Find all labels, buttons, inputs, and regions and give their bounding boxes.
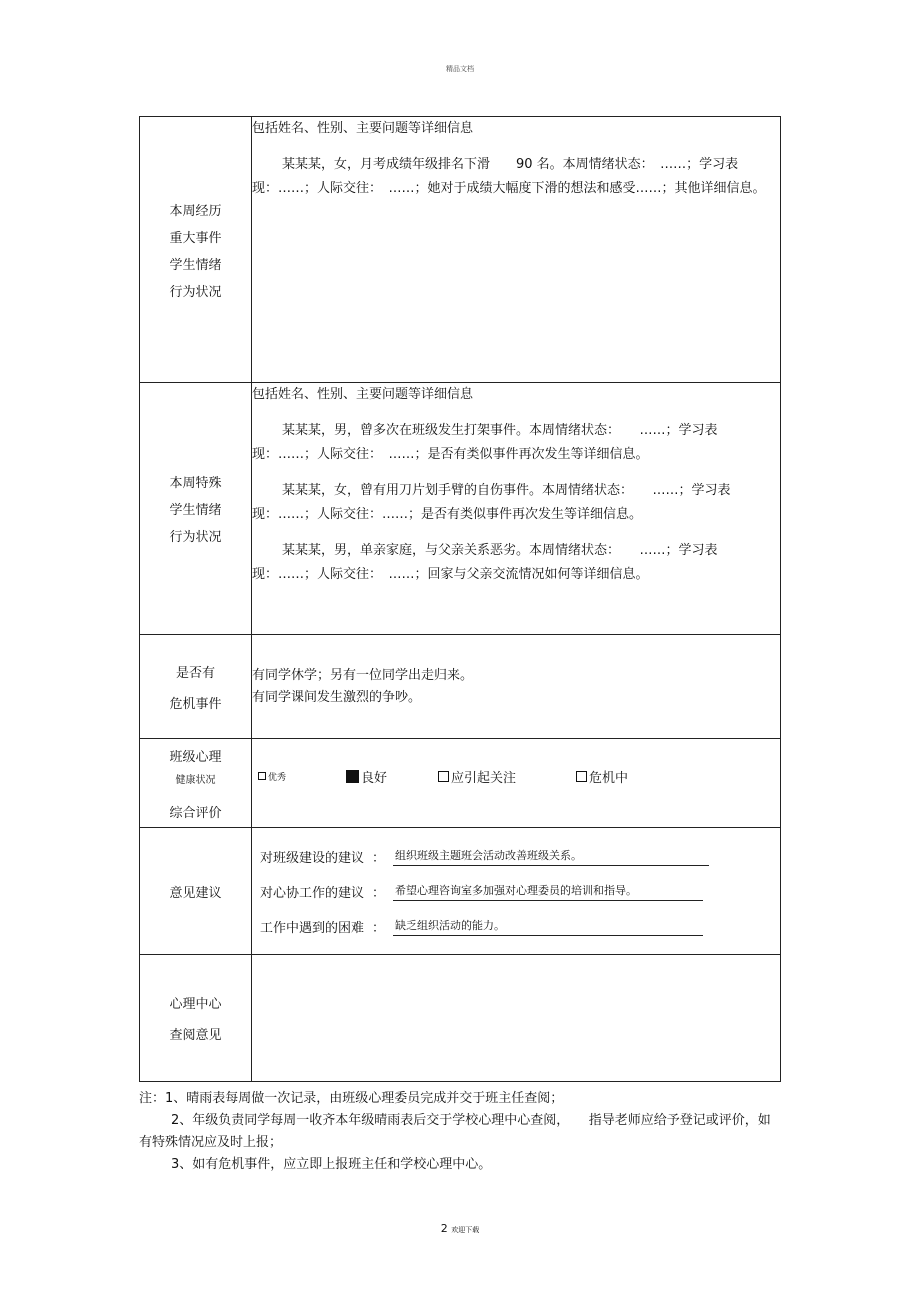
student-case: 某某某，男，单亲家庭，与父亲关系恶劣。本周情绪状态： ……；学习表现：……；人际交往： ……；回家与父亲交流情况如何等详细信息。 — [252, 543, 718, 582]
content-special-students — [252, 383, 781, 635]
suggestion-difficulty: 工作中遇到的困难 ： 缺乏组织活动的能力。 — [260, 917, 780, 936]
content-weekly-events — [252, 117, 781, 383]
note-item: 3、如有危机事件，应立即上报班主任和学校心理中心。 — [171, 1157, 492, 1172]
crisis-line: 有同学课间发生激烈的争吵。 — [252, 689, 422, 705]
label-crisis — [140, 635, 252, 739]
row-crisis — [140, 635, 781, 739]
rating-options — [252, 739, 781, 828]
checkbox-icon[interactable] — [438, 771, 449, 782]
label-line: 重大事件 — [169, 230, 222, 246]
label-line: 行为状况 — [169, 530, 222, 545]
label-line: 学生情绪 — [169, 503, 222, 518]
event-description: 某某某，女，月考成绩年级排名下滑 90 名。本周情绪状态： ……；学习表现：……；人际交往： ……；她对于成绩大幅度下滑的想法和感受……；其他详细信息。 — [252, 157, 766, 196]
intro-text: 包括姓名、性别、主要问题等详细信息 — [252, 121, 474, 136]
option-excellent[interactable]: 优秀 — [258, 770, 346, 783]
label-line: 本周特殊 — [169, 476, 222, 491]
label-line: 综合评价 — [169, 805, 222, 821]
student-case: 某某某，男，曾多次在班级发生打架事件。本周情绪状态： ……；学习表现：……；人际交往： ……；是否有类似事件再次发生等详细信息。 — [252, 423, 718, 462]
checked-checkbox-icon[interactable] — [346, 770, 359, 783]
checkbox-icon[interactable] — [258, 772, 266, 780]
row-weekly-events — [140, 117, 781, 383]
option-needs-attention[interactable]: 应引起关注 — [438, 767, 576, 786]
review-comments-field[interactable] — [252, 955, 781, 1082]
page-number: 2 — [440, 1222, 448, 1235]
checkbox-icon[interactable] — [576, 771, 587, 782]
page-footer — [0, 1222, 920, 1235]
header-watermark: 精品文档 — [446, 65, 474, 73]
label-line: 学生情绪 — [169, 257, 222, 273]
suggestion-value[interactable]: 缺乏组织活动的能力。 — [393, 917, 703, 936]
label-suggestions — [140, 828, 252, 955]
label-line: 是否有 — [175, 665, 215, 681]
label-rating — [140, 739, 252, 828]
row-special-students — [140, 383, 781, 635]
label-line: 班级心理 — [169, 749, 222, 765]
label-line: 本周经历 — [169, 203, 222, 219]
suggestion-value[interactable]: 组织班级主题班会活动改善班级关系。 — [393, 847, 709, 866]
label-line: 行为状况 — [169, 284, 222, 300]
option-crisis[interactable]: 危机中 — [576, 767, 628, 786]
option-good[interactable]: 良好 — [346, 767, 438, 786]
label-line: 查阅意见 — [169, 1028, 222, 1043]
label-line: 危机事件 — [169, 696, 222, 712]
note-item: 2、年级负责同学每周一收齐本年级晴雨表后交于学校心理中心查阅， 指导老师应给予登记或评价，如有特殊情况应及时上报； — [139, 1113, 771, 1150]
content-crisis — [252, 635, 781, 739]
row-review — [140, 955, 781, 1082]
label-line: 健康状况 — [175, 774, 216, 786]
label-weekly-events — [140, 117, 252, 383]
suggestion-value[interactable]: 希望心理咨询室多加强对心理委员的培训和指导。 — [393, 882, 703, 901]
suggestion-psych-assoc: 对心协工作的建议 ： 希望心理咨询室多加强对心理委员的培训和指导。 — [260, 882, 780, 901]
row-rating — [140, 739, 781, 828]
row-suggestions — [140, 828, 781, 955]
suggestion-class: 对班级建设的建议 ： 组织班级主题班会活动改善班级关系。 — [260, 847, 780, 866]
label-special-students — [140, 383, 252, 635]
student-case: 某某某，女，曾有用刀片划手臂的自伤事件。本周情绪状态： ……；学习表现：……；人际交往：……；是否有类似事件再次发生等详细信息。 — [252, 483, 731, 522]
footer-text: 欢迎下载 — [451, 1226, 480, 1234]
label-line: 心理中心 — [169, 997, 222, 1012]
crisis-line: 有同学休学；另有一位同学出走归来。 — [252, 667, 474, 683]
label-review — [140, 955, 252, 1082]
weekly-mood-form — [139, 116, 781, 1082]
intro-text: 包括姓名、性别、主要问题等详细信息 — [252, 387, 474, 402]
notes-section — [139, 1088, 781, 1176]
label-line: 意见建议 — [169, 885, 222, 901]
content-suggestions — [252, 828, 781, 955]
note-item: 注：1、晴雨表每周做一次记录，由班级心理委员完成并交于班主任查阅； — [139, 1091, 564, 1106]
